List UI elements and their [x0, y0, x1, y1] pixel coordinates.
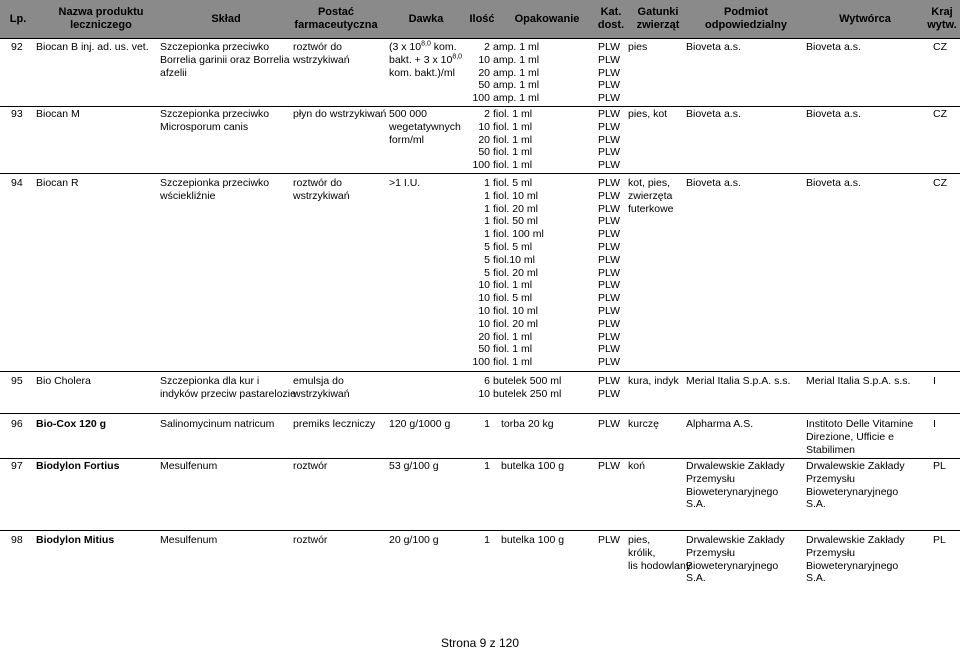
row-sklad: [160, 534, 217, 547]
row-dawka: [389, 41, 462, 79]
header-gatunki-line1: Gatunki: [637, 6, 679, 18]
cell-line: 1: [484, 215, 490, 228]
cell-line: kura, indyk: [628, 375, 679, 387]
cell-line: fiol. 10 ml: [493, 304, 538, 317]
sklad-line: Borrelia garinii oraz Borrelia: [160, 53, 290, 66]
row-dawka: [389, 418, 450, 431]
cell-line: PLW: [598, 41, 620, 53]
row-pack: [493, 41, 539, 105]
cell-line: Drwalewskie Zakłady: [686, 460, 785, 472]
cell-line: PLW: [598, 215, 620, 228]
cell-line: futerkowe: [628, 202, 674, 215]
cell-line: 20: [478, 330, 490, 343]
dawka-text: bakt. + 3 x 10: [389, 53, 453, 66]
cell-line: Merial Italia S.p.A. s.s.: [806, 375, 911, 387]
cell-line: 1: [484, 228, 490, 241]
row-divider: [0, 458, 960, 459]
cell-line: fiol. 1 ml: [493, 279, 533, 292]
cell-line: fiol. 5 ml: [493, 240, 533, 253]
cell-line: PLW: [598, 177, 620, 189]
cell-line: 100: [472, 356, 490, 369]
sklad-line: Szczepionka przeciwko: [160, 41, 270, 53]
row-product-name: Biodylon Mitius: [36, 534, 115, 546]
row-kat: [598, 534, 620, 547]
cell-line: emulsja do: [293, 375, 344, 387]
cell-line: 10: [478, 317, 490, 330]
cell-line: indyków przeciw pastarelozie: [160, 387, 296, 400]
header-gatunki: [630, 0, 686, 38]
cell-line: pies,: [628, 534, 651, 546]
row-species: [628, 460, 645, 473]
row-dawka: [389, 177, 420, 190]
cell-line: PLW: [598, 375, 620, 387]
postac-line: wstrzykiwań: [293, 53, 350, 66]
cell-line: PLW: [598, 279, 620, 292]
cell-line: 10: [478, 292, 490, 305]
row-sklad: [160, 41, 290, 79]
row-wytworca: [806, 460, 905, 511]
row-pack: [493, 108, 532, 172]
cell-line: 2: [484, 108, 490, 120]
row-lp: 94: [11, 177, 23, 189]
row-kraj: I: [933, 375, 936, 387]
cell-line: 1: [484, 177, 490, 189]
cell-line: amp. 1 ml: [493, 53, 540, 66]
cell-line: fiol. 1 ml: [493, 120, 533, 133]
row-qty: [462, 375, 490, 401]
dawka-text: kom.: [430, 41, 457, 53]
header-kat-line1: Kat.: [600, 6, 622, 18]
row-wytworca: [806, 41, 861, 54]
cell-line: fiol. 1 ml: [493, 146, 533, 159]
row-species: [628, 375, 679, 388]
cell-line: PLW: [598, 66, 620, 79]
cell-line: Bioweterynaryjnego: [686, 485, 779, 498]
cell-line: 10: [478, 279, 490, 292]
cell-line: 100: [472, 159, 490, 172]
cell-line: amp. 1 ml: [493, 41, 540, 53]
row-kraj: PL: [933, 460, 946, 472]
cell-line: S.A.: [806, 572, 826, 585]
header-nazwa: [36, 0, 166, 38]
row-kat: [598, 108, 620, 172]
cell-line: fiol. 1 ml: [493, 343, 533, 356]
cell-line: Przemysłu: [686, 546, 736, 559]
cell-line: 1: [484, 202, 490, 215]
row-postac: [293, 41, 350, 67]
cell-line: amp. 1 ml: [493, 66, 540, 79]
row-species: [628, 108, 667, 121]
sklad-line: afzelii: [160, 66, 187, 79]
cell-line: zwierzęta: [628, 189, 673, 202]
cell-line: PLW: [598, 253, 620, 266]
cell-line: fiol. 1 ml: [493, 356, 533, 369]
row-species: [628, 534, 691, 572]
row-product-name: Biocan M: [36, 108, 80, 120]
cell-line: 10: [478, 120, 490, 133]
row-lp: 97: [11, 460, 23, 472]
row-dawka: [389, 534, 439, 547]
cell-line: Bioveta a.s.: [806, 41, 861, 53]
header-lp: Lp.: [9, 12, 27, 25]
cell-line: Drwalewskie Zakłady: [806, 460, 905, 472]
cell-line: fiol. 1 ml: [493, 159, 533, 172]
row-postac: [293, 460, 327, 473]
cell-line: PLW: [598, 228, 620, 241]
row-kraj: CZ: [933, 41, 947, 53]
row-qty: [462, 108, 490, 172]
header-ilosc: Ilość: [469, 12, 495, 25]
row-kraj: PL: [933, 534, 946, 546]
header-nazwa-line1: Nazwa produktu: [58, 6, 144, 18]
cell-line: PLW: [598, 202, 620, 215]
cell-line: Microsporum canis: [160, 120, 249, 133]
cell-line: 10: [478, 304, 490, 317]
row-qty: [462, 460, 490, 473]
row-kraj: CZ: [933, 108, 947, 120]
row-podmiot: [686, 460, 785, 511]
row-kraj: I: [933, 418, 936, 430]
cell-line: Szczepionka przeciwko: [160, 177, 270, 189]
cell-line: roztwór do: [293, 177, 343, 189]
cell-line: >1 I.U.: [389, 177, 421, 189]
cell-line: fiol. 100 ml: [493, 228, 544, 241]
cell-line: S.A.: [806, 498, 826, 511]
cell-line: Przemysłu: [806, 546, 856, 559]
cell-line: 100: [472, 92, 490, 105]
cell-line: 20 g/100 g: [389, 534, 439, 546]
row-divider: [0, 371, 960, 372]
cell-line: Drwalewskie Zakłady: [686, 534, 785, 546]
cell-line: butelka 100 g: [501, 460, 565, 472]
cell-line: wstrzykiwań: [293, 387, 350, 400]
cell-line: 6: [484, 375, 490, 387]
cell-line: Direzione, Ufficie e: [806, 430, 894, 443]
row-lp: 96: [11, 418, 23, 430]
cell-line: fiol.10 ml: [493, 253, 536, 266]
cell-line: PLW: [598, 53, 620, 66]
header-podmiot: [686, 0, 806, 38]
cell-line: PLW: [598, 304, 620, 317]
cell-line: butelek 500 ml: [493, 375, 562, 387]
cell-line: PLW: [598, 534, 620, 546]
row-lp: 93: [11, 108, 23, 120]
cell-line: torba 20 kg: [501, 418, 554, 430]
cell-line: fiol. 10 ml: [493, 189, 538, 202]
row-lp: 92: [11, 41, 23, 53]
cell-line: 500 000: [389, 108, 427, 120]
cell-line: fiol. 20 ml: [493, 202, 538, 215]
cell-line: PLW: [598, 356, 620, 369]
cell-line: Szczepionka przeciwko: [160, 108, 270, 120]
dawka-line: [389, 54, 462, 67]
row-wytworca: [806, 418, 913, 456]
cell-line: premiks leczniczy: [293, 418, 376, 430]
row-sklad: [160, 460, 217, 473]
cell-line: koń: [628, 460, 645, 472]
row-postac: [293, 375, 350, 401]
cell-line: fiol. 20 ml: [493, 266, 538, 279]
row-divider: [0, 413, 960, 414]
header-kat: [592, 0, 630, 38]
row-kraj: CZ: [933, 177, 947, 189]
cell-line: Bioveta a.s.: [686, 108, 741, 120]
cell-line: królik,: [628, 546, 656, 559]
cell-line: PLW: [598, 189, 620, 202]
row-qty: [462, 177, 490, 369]
cell-line: PLW: [598, 133, 620, 146]
row-qty: [462, 418, 490, 431]
cell-line: PLW: [598, 120, 620, 133]
row-sklad: [160, 418, 274, 431]
cell-line: Bioveta a.s.: [686, 41, 741, 53]
cell-line: 1: [484, 460, 490, 472]
header-podmiot-line1: Podmiot: [724, 6, 768, 18]
row-postac: [293, 418, 375, 431]
row-product-name: Biocan R: [36, 177, 79, 189]
row-dawka: [389, 108, 461, 146]
cell-line: Bioweterynaryjnego: [806, 559, 899, 572]
cell-line: Przemysłu: [806, 472, 856, 485]
row-podmiot: [686, 108, 741, 121]
header-podmiot-line2: odpowiedzialny: [705, 19, 787, 31]
row-divider: [0, 173, 960, 174]
header-dawka: Dawka: [408, 12, 444, 25]
header-gatunki-line2: zwierząt: [636, 19, 680, 31]
table-header: [0, 0, 960, 39]
cell-line: Stabilimen: [806, 443, 856, 456]
row-kat: [598, 41, 620, 105]
header-kraj: [924, 0, 960, 38]
row-kat: [598, 460, 620, 473]
cell-line: 1: [484, 534, 490, 546]
cell-line: butelek 250 ml: [493, 387, 562, 400]
row-sklad: [160, 375, 296, 401]
cell-line: Institoto Delle Vitamine: [806, 418, 914, 430]
cell-line: wściekliźnie: [160, 189, 216, 202]
header-nazwa-line2: leczniczego: [70, 19, 132, 31]
row-podmiot: [686, 177, 741, 190]
row-postac: [293, 177, 350, 203]
cell-line: amp. 1 ml: [493, 79, 540, 92]
cell-line: Salinomycinum natricum: [160, 418, 275, 430]
cell-line: PLW: [598, 387, 620, 400]
cell-line: Bioweterynaryjnego: [806, 485, 899, 498]
cell-line: amp. 1 ml: [493, 92, 540, 105]
cell-line: kot, pies,: [628, 177, 671, 189]
cell-line: PLW: [598, 418, 620, 430]
cell-line: PLW: [598, 330, 620, 343]
cell-line: form/ml: [389, 133, 424, 146]
dawka-exponent: 8,0: [421, 40, 431, 48]
cell-line: fiol. 20 ml: [493, 317, 538, 330]
row-species: [628, 418, 659, 431]
postac-line: roztwór do: [293, 41, 343, 53]
cell-line: fiol. 50 ml: [493, 215, 538, 228]
cell-line: PLW: [598, 460, 620, 472]
cell-line: 53 g/100 g: [389, 460, 439, 472]
row-product-name: Bio Cholera: [36, 375, 91, 387]
dawka-text: (3 x 10: [389, 41, 422, 53]
row-sklad: [160, 108, 269, 134]
cell-line: PLW: [598, 146, 620, 159]
cell-line: pies: [628, 41, 648, 53]
cell-line: 50: [478, 146, 490, 159]
header-kraj-line1: Kraj: [931, 6, 953, 18]
cell-line: Bioweterynaryjnego: [686, 559, 779, 572]
row-lp: 98: [11, 534, 23, 546]
row-podmiot: [686, 41, 741, 54]
row-podmiot: [686, 534, 785, 585]
cell-line: roztwór: [293, 460, 328, 472]
cell-line: S.A.: [686, 572, 706, 585]
row-qty: [462, 534, 490, 547]
row-wytworca: [806, 108, 861, 121]
cell-line: 50: [478, 79, 490, 92]
row-podmiot: [686, 375, 790, 388]
cell-line: 50: [478, 343, 490, 356]
cell-line: płyn do wstrzykiwań: [293, 108, 387, 120]
cell-line: 5: [484, 266, 490, 279]
cell-line: PLW: [598, 159, 620, 172]
cell-line: Szczepionka dla kur i: [160, 375, 260, 387]
row-pack: [501, 534, 564, 547]
header-wytworca: Wytwórca: [839, 12, 891, 25]
cell-line: PLW: [598, 266, 620, 279]
cell-line: 1: [484, 418, 490, 430]
cell-line: kurczę: [628, 418, 659, 430]
cell-line: PLW: [598, 108, 620, 120]
row-product-name: Biodylon Fortius: [36, 460, 120, 472]
row-kat: [598, 418, 620, 431]
row-dawka: [389, 460, 439, 473]
cell-line: PLW: [598, 92, 620, 105]
row-pack: [501, 418, 554, 431]
header-kat-line2: dost.: [597, 19, 625, 31]
cell-line: Bioveta a.s.: [686, 177, 741, 189]
cell-line: Mesulfenum: [160, 534, 218, 546]
cell-line: 2: [484, 41, 490, 53]
cell-line: 10: [478, 53, 490, 66]
cell-line: fiol. 5 ml: [493, 292, 533, 305]
row-species: [628, 41, 647, 54]
cell-line: Mesulfenum: [160, 460, 218, 472]
cell-line: butelka 100 g: [501, 534, 565, 546]
row-product-name: Biocan B inj. ad. us. vet.: [36, 41, 149, 53]
cell-line: 10: [478, 387, 490, 400]
cell-line: Drwalewskie Zakłady: [806, 534, 905, 546]
dawka-exponent: 8,0: [452, 53, 463, 61]
cell-line: Bioveta a.s.: [806, 108, 861, 120]
header-opakowanie: Opakowanie: [514, 12, 580, 25]
cell-line: fiol. 1 ml: [493, 330, 533, 343]
row-kat: [598, 375, 620, 401]
row-podmiot: [686, 418, 753, 431]
row-product-name: Bio-Cox 120 g: [36, 418, 107, 430]
dawka-line: [389, 41, 462, 54]
row-lp: 95: [11, 375, 23, 387]
cell-line: wstrzykiwań: [293, 189, 350, 202]
cell-line: PLW: [598, 317, 620, 330]
cell-line: 20: [478, 66, 490, 79]
row-sklad: [160, 177, 269, 203]
row-pack: [501, 460, 564, 473]
cell-line: Alpharma A.S.: [686, 418, 754, 430]
row-postac: [293, 108, 386, 121]
cell-line: roztwór: [293, 534, 328, 546]
cell-line: 5: [484, 253, 490, 266]
cell-line: Merial Italia S.p.A. s.s.: [686, 375, 791, 387]
row-kat: [598, 177, 620, 369]
row-wytworca: [806, 177, 861, 190]
row-wytworca: [806, 375, 910, 388]
row-wytworca: [806, 534, 905, 585]
row-divider: [0, 106, 960, 107]
cell-line: 120 g/1000 g: [389, 418, 451, 430]
cell-line: 20: [478, 133, 490, 146]
cell-line: 5: [484, 240, 490, 253]
row-divider: [0, 530, 960, 531]
page-number: Strona 9 z 120: [440, 636, 520, 650]
cell-line: lis hodowlany: [628, 559, 692, 572]
header-postac-line1: Postać: [317, 6, 355, 18]
cell-line: wegetatywnych: [389, 120, 461, 133]
row-species: [628, 177, 674, 215]
cell-line: PLW: [598, 343, 620, 356]
header-postac: [286, 0, 386, 38]
cell-line: fiol. 1 ml: [493, 108, 533, 120]
cell-line: PLW: [598, 292, 620, 305]
row-pack: [493, 375, 561, 401]
header-kraj-line2: wytw.: [927, 19, 957, 31]
header-postac-line2: farmaceutyczna: [294, 19, 378, 31]
row-pack: [493, 177, 544, 369]
cell-line: 1: [484, 189, 490, 202]
cell-line: pies, kot: [628, 108, 668, 120]
cell-line: fiol. 1 ml: [493, 133, 533, 146]
cell-line: fiol. 5 ml: [493, 177, 533, 189]
header-sklad: Skład: [211, 12, 241, 25]
cell-line: PLW: [598, 79, 620, 92]
cell-line: PLW: [598, 240, 620, 253]
cell-line: Bioveta a.s.: [806, 177, 861, 189]
row-postac: [293, 534, 327, 547]
row-qty: [462, 41, 490, 105]
dawka-line: kom. bakt.)/ml: [389, 66, 455, 79]
cell-line: Przemysłu: [686, 472, 736, 485]
cell-line: S.A.: [686, 498, 706, 511]
